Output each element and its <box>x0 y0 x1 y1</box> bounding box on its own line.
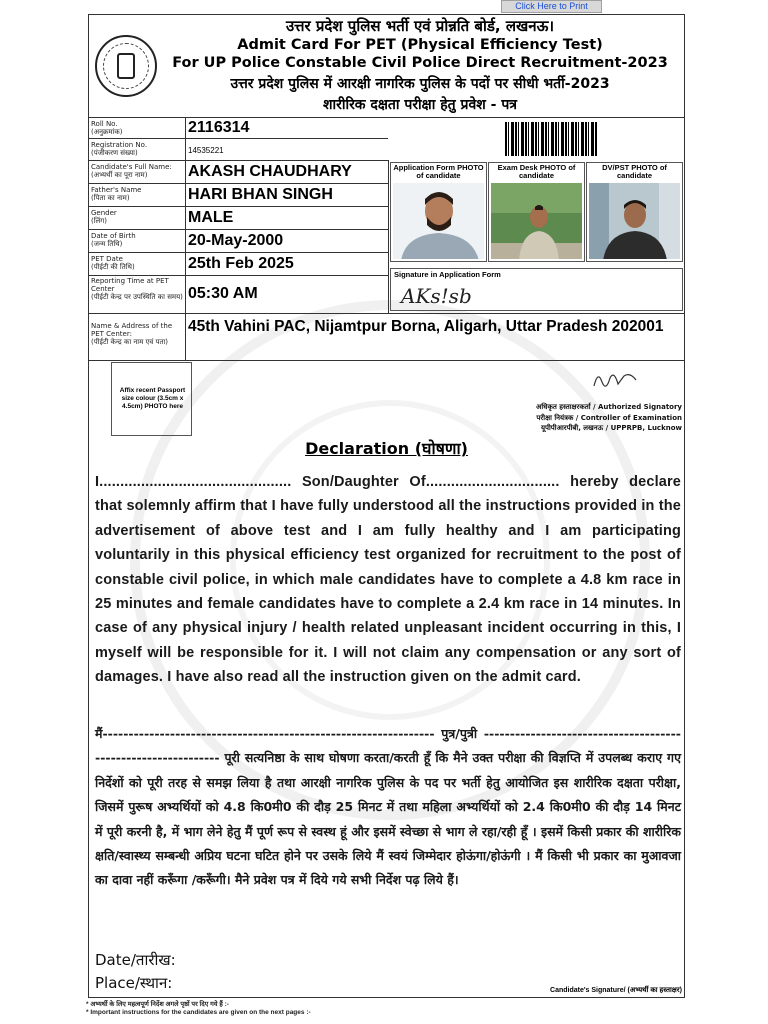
application-photo-box <box>390 162 487 262</box>
candidate-name-value: AKASH CHAUDHARY <box>188 163 352 180</box>
signature-text: AKs!sb <box>401 284 472 308</box>
roll-no-value: 2116314 <box>188 119 250 136</box>
roll-no-label: Roll No. (अनुक्रमांक) <box>91 120 123 136</box>
declaration-title: Declaration (घोषणा) <box>305 439 468 458</box>
signature-caption: Signature in Application Form <box>394 270 501 279</box>
date-label: Date/तारीख: <box>95 951 176 969</box>
divider <box>88 138 388 139</box>
divider <box>88 229 388 230</box>
board-title-hindi: उत्तर प्रदेश पुलिस भर्ती एवं प्रोन्नति बोर्ड, लखनऊ। <box>285 17 555 35</box>
divider <box>88 313 685 314</box>
place-label: Place/स्थान: <box>95 974 173 992</box>
up-police-logo-icon <box>95 35 157 97</box>
dob-label: Date of Birth (जन्म तिथि) <box>91 232 136 248</box>
father-name-label: Father's Name (पिता का नाम) <box>91 186 142 202</box>
affix-photo-text: Affix recent Passport size colour (3.5cm x 4.5cm) PHOTO here <box>119 387 186 410</box>
controller-label: परीक्षा नियंत्रक / Controller of Examination <box>536 414 682 422</box>
registration-no-label: Registration No. (पंजीकरण संख्या) <box>91 141 148 157</box>
barcode <box>505 122 597 156</box>
pet-center-label: Name & Address of the PET Center: (पीईटी केन्द्र का नाम एवं पता) <box>91 322 173 346</box>
divider <box>88 160 388 161</box>
footnote-english: * Important instructions for the candidates are given on the next pages :- <box>86 1009 311 1016</box>
signature-box <box>390 268 683 311</box>
divider <box>88 117 685 118</box>
reporting-time-value: 05:30 AM <box>188 285 258 302</box>
declaration-hindi: मैं---------------------------------------------------------------- पुत्र/पुत्री -------------------------------------------------------------- पूरी सत्यनिष्ठा के साथ घोषणा करता/करती हूँ कि मैने उक्त परीक्षा की विज्ञप्ति में उपलब्ध कराए गए निर्देशों को पूरी तरह से समझ लिया है तथा आरक्षी नागरिक पुलिस के पद पर भर्ती हेतु आयोजित इस शारीरिक दक्षता परीक्षा, जिसमें पुरूष अभ्यर्थियों को 4.8 कि0मी0 की दौड़ 25 मिनट में तथा महिला अभ्यर्थियों को 2.4 कि0मी0 की दौड़ 14 मिनट में पूरी करनी है, में भाग लेने हेतु मैं पूर्ण रूप से स्वस्थ हूं और इसमें स्वेच्छा से भाग ले रहा/रही हूँ । इसमें किसी प्रकार की शारीरिक क्षति/स्वास्थ्य सम्बन्धी अप्रिय घटना घटित होने पर उसके लिये मैं स्वयं जिम्मेदार होऊंगा/होऊंगी । मैं किसी भी प्रकार का मुआवजा का दावा नहीं करूँगा /करूँगी। मैने प्रवेश पत्र में दिये गये सभी निर्देश पढ़ लिये हैं। <box>95 726 681 888</box>
application-photo-caption: Application Form PHOTO of candidate <box>393 163 484 180</box>
divider <box>388 160 389 313</box>
pet-center-value: 45th Vahini PAC, Nijamtpur Borna, Aligarh, Uttar Pradesh 202001 <box>188 318 664 335</box>
father-name-value: HARI BHAN SINGH <box>188 186 333 203</box>
admit-card-title: Admit Card For PET (Physical Efficiency Test) <box>237 37 603 53</box>
candidate-signature-image <box>399 279 499 309</box>
uppRPB-label: यूपीपीआरपीबी, लखनऊ / UPPRPB, Lucknow <box>540 424 682 432</box>
divider <box>88 183 388 184</box>
recruitment-title-hindi: उत्तर प्रदेश पुलिस में आरक्षी नागरिक पुलिस के पदों पर सीधी भर्ती-2023 <box>230 76 610 92</box>
exam-desk-photo <box>491 183 582 259</box>
pet-date-value: 25th Feb 2025 <box>188 255 294 272</box>
candidate-signature-label: Candidate's Signature/ (अभ्यर्थी का हस्ताक्षर) <box>550 987 682 994</box>
dv-pst-photo-box <box>586 162 683 262</box>
dv-pst-photo <box>589 183 680 259</box>
divider <box>88 360 685 361</box>
exam-desk-photo-caption: Exam Desk PHOTO of candidate <box>497 163 576 180</box>
divider <box>88 252 388 253</box>
declaration-english: I.............................................. Son/Daughter Of................................ hereby declare that solemnly affirm that I have fully understood all the instructions provided in the advertisement of above test and I am fully healthy and I am participating voluntarily in this physical efficiency test organized for recruitment to the post of constable civil police, in which male candidates have to complete a 4.8 km race in 25 minutes and female candidates have to complete a 2.4 km race in 14 minutes. In case of any physical injury / health related unpleasant incident occurring in this, I myself will be responsible for it. I will not claim any compensation or any sort of damages. I have also read all the instruction given on the admit card. <box>95 474 681 686</box>
authorized-signatory-label: अधिकृत हस्ताक्षरकर्ता / Authorized Signatory <box>536 403 682 411</box>
footnote-hindi: * अभ्यर्थी के लिए महत्वपूर्ण निर्देश अगले पृष्ठों पर दिए गये हैं :- <box>86 1001 229 1008</box>
affix-photo-box <box>111 362 192 436</box>
pet-date-label: PET Date (पीईटी की तिथि) <box>91 255 135 271</box>
pet-title-hindi: शारीरिक दक्षता परीक्षा हेतु प्रवेश - पत्र <box>322 97 518 113</box>
divider <box>185 117 186 360</box>
registration-no-value: 14535221 <box>188 146 224 155</box>
recruitment-title: For UP Police Constable Civil Police Direct Recruitment-2023 <box>172 55 668 71</box>
reporting-time-label: Reporting Time at PET Center (पीईटी केन्द्र पर उपस्थिति का समय) <box>91 277 183 301</box>
authorized-signature-image <box>590 366 640 394</box>
gender-value: MALE <box>188 209 234 226</box>
exam-desk-photo-box <box>488 162 585 262</box>
application-photo <box>393 183 484 259</box>
gender-label: Gender (लिंग) <box>91 209 117 225</box>
dob-value: 20-May-2000 <box>188 232 284 249</box>
dv-pst-photo-caption: DV/PST PHOTO of candidate <box>602 163 667 180</box>
print-button[interactable]: Click Here to Print <box>501 0 602 13</box>
divider <box>88 275 388 276</box>
divider <box>88 206 388 207</box>
candidate-name-label: Candidate's Full Name: (अभ्यर्थी का पूरा नाम) <box>91 163 172 179</box>
